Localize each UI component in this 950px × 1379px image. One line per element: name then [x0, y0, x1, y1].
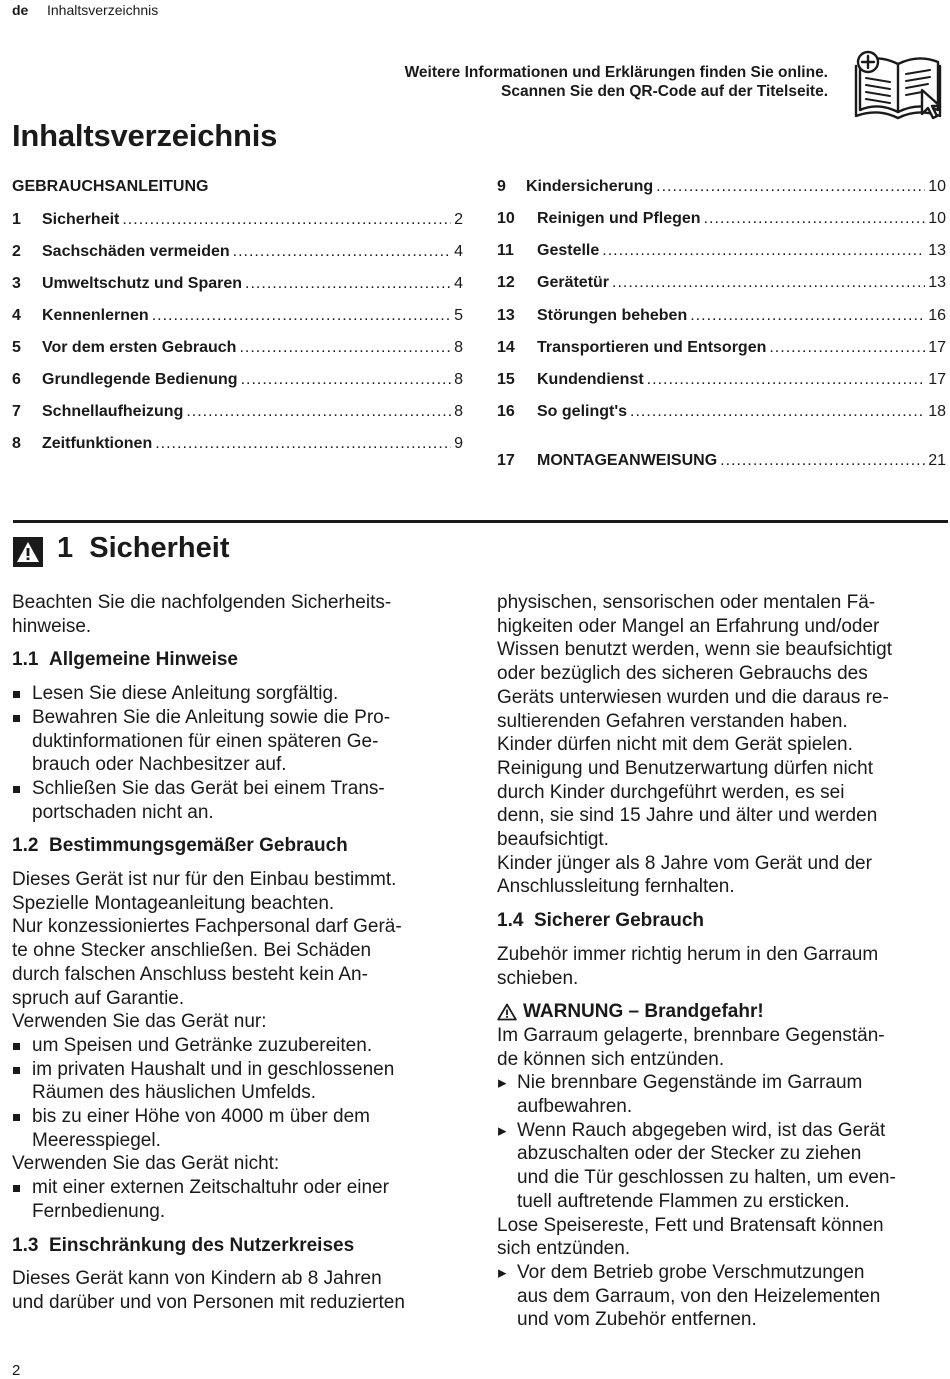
page-number: 2 [12, 1362, 21, 1379]
online-info-note [405, 63, 828, 101]
toc-entry-label: Transportieren und Entsorgen [537, 339, 767, 356]
paragraph: Verwenden Sie das Gerät nicht: [12, 1153, 280, 1175]
toc-entry-page: 16 [928, 307, 946, 324]
toc-entry[interactable]: 17 MONTAGEANWEISUNG ..... 21 [497, 452, 946, 474]
toc-entry-page: 10 [928, 178, 946, 195]
online-info-line-2: Scannen Sie den QR-Code auf der Titelseite. [500, 83, 828, 100]
list-item: Lesen Sie diese Anleitung sorgfältig. [12, 682, 467, 706]
online-info-line-1: Weitere Informationen und Erklärungen finden Sie online. [404, 64, 828, 81]
list-item: bis zu einer Höhe von 4000 m über dem Meeresspiegel. [12, 1105, 467, 1152]
toc-entry-page: 8 [454, 403, 463, 420]
warning-text: Im Garraum gelagerte, brennbare Gegenstän- de können sich entzünden. [497, 1024, 885, 1070]
toc-entry-label: Sachschäden vermeiden [42, 243, 230, 260]
toc-entry-page: 17 [928, 339, 946, 356]
toc-entry-page: 2 [454, 211, 463, 228]
toc-entry-label: Gerätetür [537, 274, 610, 291]
toc-entry-label: MONTAGEANWEISUNG [537, 452, 718, 469]
toc-entry-label: Störungen beheben [537, 307, 688, 324]
toc-entry-label: So gelingt's [537, 403, 628, 420]
toc-entry[interactable]: 2 Sachschäden vermeiden ..... 4 [12, 243, 463, 265]
toc-entry[interactable]: 12 Gerätetür ..... 13 [497, 274, 946, 296]
toc-entry[interactable]: 10 Reinigen und Pflegen ..... 10 [497, 210, 946, 232]
bullet-list [12, 1176, 467, 1223]
toc-entry-page: 10 [928, 210, 946, 227]
right-column [497, 591, 947, 1332]
toc-entry[interactable]: 14 Transportieren und Entsorgen ..... 17 [497, 339, 946, 361]
toc-entry-label: Gestelle [537, 242, 600, 259]
warning-heading: WARNUNG – Brandgefahr! [497, 1000, 947, 1024]
paragraph: Zubehör immer richtig herum in den Garraum schieben. [497, 943, 879, 989]
toc-entry-page: 13 [928, 274, 946, 291]
manual-book-icon [852, 48, 944, 122]
paragraph: Verwenden Sie das Gerät nur: [12, 1011, 267, 1033]
list-item: Schließen Sie das Gerät bei einem Trans- portschaden nicht an. [12, 777, 467, 824]
toc-entry-page: 13 [928, 242, 946, 259]
toc-entry-label: Vor dem ersten Gebrauch [42, 339, 237, 356]
toc-entry-label: Umweltschutz und Sparen [42, 275, 243, 292]
toc-entry-page: 4 [454, 275, 463, 292]
list-item: ▸ Wenn Rauch abgegeben wird, ist das Gerät abzuschalten oder der Stecker zu ziehen und die Tür geschlossen zu halten, um even- tuell auftretende Flammen zu ersticken. [497, 1119, 947, 1214]
running-header: Inhaltsverzeichnis [47, 2, 159, 18]
list-item: um Speisen und Getränke zuzubereiten. [12, 1034, 467, 1058]
chapter-title: 1 Sicherheit [57, 532, 230, 564]
section-heading: 1.2 Bestimmungsgemäßer Gebrauch [12, 835, 348, 857]
paragraph: Dieses Gerät ist nur für den Einbau bestimmt. Spezielle Montageanleitung beachten. Nur konzessioniertes Fachpersonal darf Gerä- te ohne Stecker anschließen. Bei Schäden durch falschen Anschluss besteht kein An- spruch auf Garantie. [12, 869, 402, 1009]
toc-entry-page: 9 [454, 435, 463, 452]
intro-text: Beachten Sie die nachfolgenden Sicherheits- hinweise. [12, 592, 392, 637]
toc-entry-page: 4 [454, 243, 463, 260]
warning-outline-icon [497, 1003, 517, 1021]
list-item: Bewahren Sie die Anleitung sowie die Pro- duktinformationen für einen späteren Ge- brauch oder Nachbesitzer auf. [12, 706, 467, 777]
toc-entry-page: 5 [454, 307, 463, 324]
list-item: ▸ Nie brennbare Gegenstände im Garraum aufbewahren. [497, 1071, 947, 1118]
toc-entry[interactable]: 3 Umweltschutz und Sparen ..... 4 [12, 275, 463, 297]
toc-entry[interactable]: 15 Kundendienst ..... 17 [497, 371, 946, 393]
toc-entry[interactable]: 5 Vor dem ersten Gebrauch ..... 8 [12, 339, 463, 361]
bullet-list [12, 1034, 467, 1153]
paragraph: Dieses Gerät kann von Kindern ab 8 Jahren und darüber und von Personen mit reduzierten [12, 1268, 405, 1313]
toc-entry[interactable]: 7 Schnellaufheizung ..... 8 [12, 403, 463, 425]
paragraph: Lose Speisereste, Fett und Bratensaft können sich entzünden. [497, 1214, 884, 1260]
toc-entry[interactable]: 13 Störungen beheben ..... 16 [497, 307, 946, 329]
list-item: im privaten Haushalt und in geschlossenen Räumen des häuslichen Umfelds. [12, 1058, 467, 1105]
toc-entry-label: Grundlegende Bedienung [42, 371, 238, 388]
toc-entry-label: Kindersicherung [526, 178, 654, 195]
section-divider [13, 520, 948, 523]
toc-entry-label: Kundendienst [537, 371, 644, 388]
toc-entry-page: 8 [454, 339, 463, 356]
toc-entry[interactable]: 11 Gestelle ..... 13 [497, 242, 946, 264]
step-list [497, 1261, 947, 1332]
toc-entry-page: 21 [928, 452, 946, 469]
toc-entry-page: 18 [928, 403, 946, 420]
section-heading: 1.3 Einschränkung des Nutzerkreises [12, 1234, 355, 1256]
left-column [12, 591, 467, 1315]
toc-entry[interactable]: 9 Kindersicherung ..... 10 [497, 178, 946, 200]
language-code: de [12, 2, 29, 18]
toc-section-label: GEBRAUCHSANLEITUNG [12, 178, 209, 195]
warning-triangle-icon [13, 537, 43, 567]
toc-entry[interactable]: 8 Zeitfunktionen ..... 9 [12, 435, 463, 457]
toc-entry-label: Reinigen und Pflegen [537, 210, 701, 227]
toc-entry-page: 17 [928, 371, 946, 388]
toc-entry-label: Sicherheit [42, 211, 120, 228]
toc-entry[interactable]: 1 Sicherheit ..... 2 [12, 211, 463, 233]
toc-entry[interactable]: 16 So gelingt's ..... 18 [497, 403, 946, 425]
list-item: mit einer externen Zeitschaltuhr oder einer Fernbedienung. [12, 1176, 467, 1223]
bullet-list [12, 682, 467, 824]
toc-entry-label: Schnellaufheizung [42, 403, 184, 420]
toc-entry-page: 8 [454, 371, 463, 388]
toc-entry[interactable]: 4 Kennenlernen ..... 5 [12, 307, 463, 329]
toc-entry-label: Zeitfunktionen [42, 435, 153, 452]
toc-title: Inhaltsverzeichnis [12, 118, 278, 153]
step-list [497, 1071, 947, 1213]
list-item: ▸ Vor dem Betrieb grobe Verschmutzungen aus dem Garraum, von den Heizelementen und vom Zubehör entfernen. [497, 1261, 947, 1332]
paragraph: physischen, sensorischen oder mentalen Fä- higkeiten oder Mangel an Erfahrung und/oder Wissen benutzt werden, wenn sie beaufsichtigt oder bezüglich des sicheren Gebrauchs des Geräts unterwiesen wurden und die daraus re- sultierenden Gefahren verstanden haben. Kinder dürfen nicht mit dem Gerät spielen. Reinigung und Benutzerwartung dürfen nicht durch Kinder durchgeführt werden, es sei denn, sie sind 15 Jahre und älter und werden beaufsichtigt. Kinder jünger als 8 Jahre vom Gerät und der Anschlussleitung fernhalten. [497, 592, 892, 898]
toc-entry[interactable]: 6 Grundlegende Bedienung ..... 8 [12, 371, 463, 393]
section-heading: 1.1 Allgemeine Hinweise [12, 649, 238, 671]
toc-entry-label: Kennenlernen [42, 307, 149, 324]
section-heading: 1.4 Sicherer Gebrauch [497, 910, 705, 932]
